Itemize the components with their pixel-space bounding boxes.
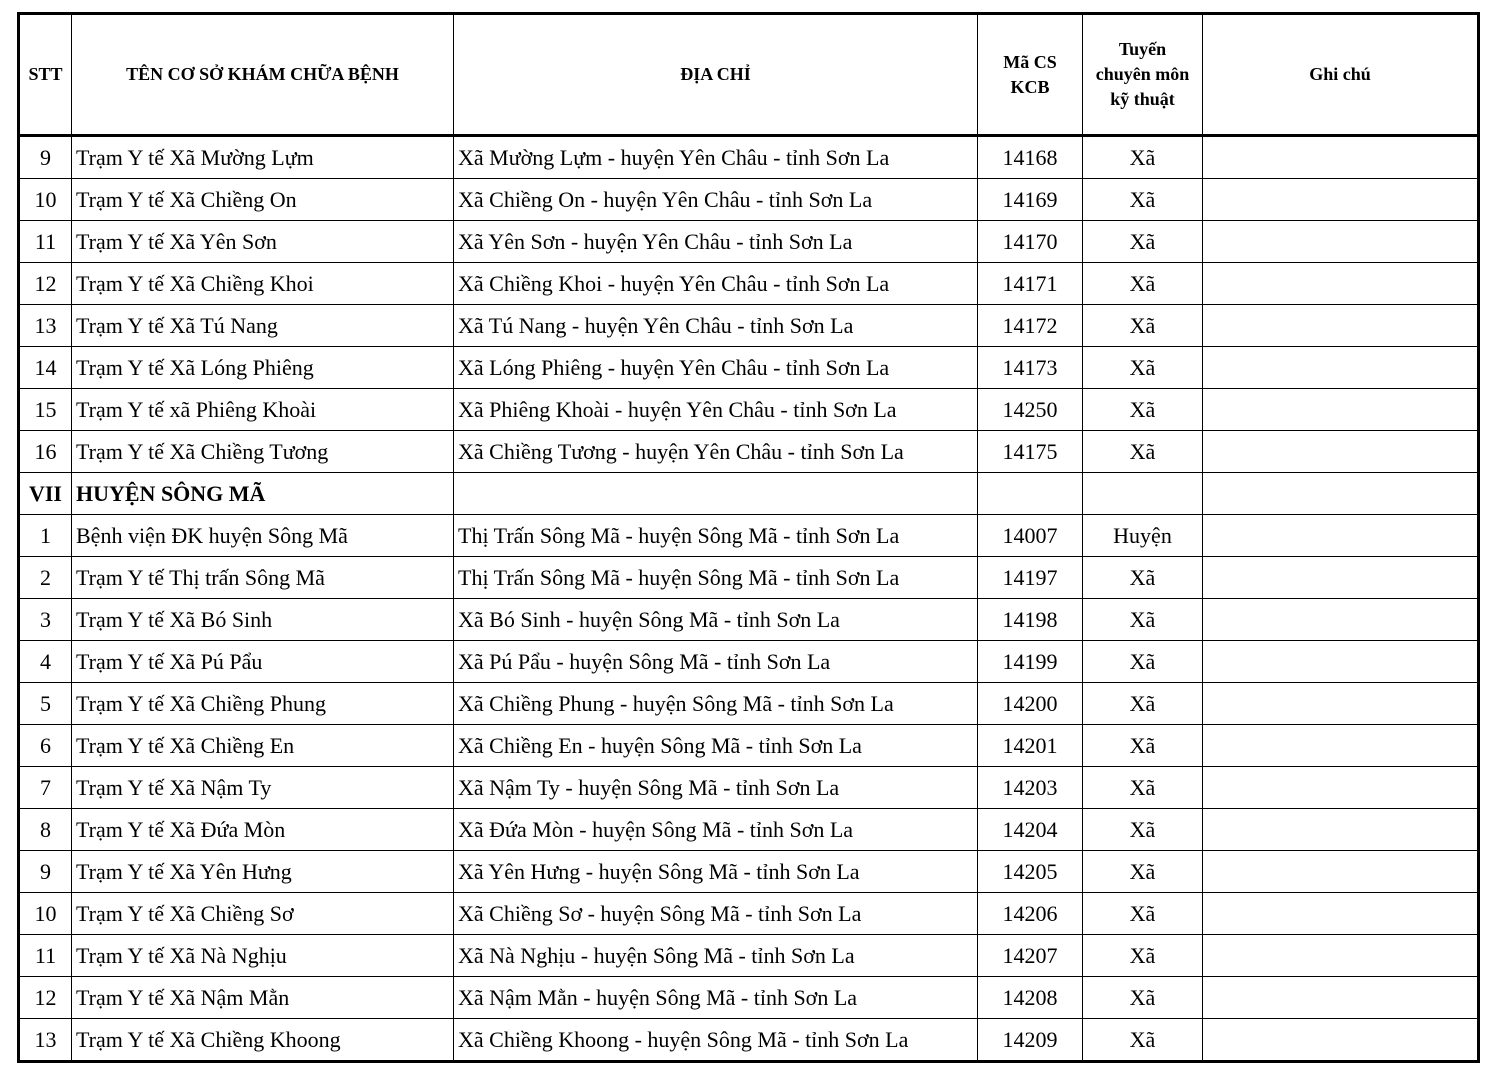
section-number: VII [19, 473, 72, 515]
row-address: Xã Mường Lựm - huyện Yên Châu - tỉnh Sơn La [454, 136, 978, 179]
row-level: Xã [1083, 599, 1203, 641]
header-level-line1: Tuyến [1118, 39, 1167, 59]
row-level: Xã [1083, 767, 1203, 809]
table-row [19, 557, 1479, 599]
row-facility-code: 14170 [978, 221, 1083, 263]
header-row [19, 14, 1479, 136]
table-header [19, 14, 1479, 136]
row-level: Xã [1083, 977, 1203, 1019]
table-row [19, 935, 1479, 977]
row-facility-name: Bệnh viện ĐK huyện Sông Mã [72, 515, 454, 557]
row-note [1203, 136, 1479, 179]
row-level: Xã [1083, 809, 1203, 851]
table-row [19, 263, 1479, 305]
row-address: Xã Chiềng Tương - huyện Yên Châu - tỉnh Sơn La [454, 431, 978, 473]
facilities-table [17, 12, 1480, 1063]
row-level: Xã [1083, 851, 1203, 893]
row-level: Xã [1083, 683, 1203, 725]
row-address: Xã Nậm Ty - huyện Sông Mã - tỉnh Sơn La [454, 767, 978, 809]
row-facility-name: Trạm Y tế Xã Pú Pẩu [72, 641, 454, 683]
row-note [1203, 599, 1479, 641]
row-facility-name: Trạm Y tế Xã Nậm Mằn [72, 977, 454, 1019]
row-address: Xã Bó Sinh - huyện Sông Mã - tỉnh Sơn La [454, 599, 978, 641]
row-address: Xã Chiềng Khoong - huyện Sông Mã - tỉnh Sơn La [454, 1019, 978, 1062]
row-level: Xã [1083, 557, 1203, 599]
row-level: Xã [1083, 893, 1203, 935]
header-code [978, 14, 1083, 136]
row-stt: 2 [19, 557, 72, 599]
table-body-yen-chau [19, 136, 1479, 473]
table-row [19, 1019, 1479, 1062]
row-facility-code: 14168 [978, 136, 1083, 179]
row-note [1203, 389, 1479, 431]
row-note [1203, 221, 1479, 263]
row-note [1203, 641, 1479, 683]
row-address: Xã Nà Nghịu - huyện Sông Mã - tỉnh Sơn La [454, 935, 978, 977]
row-facility-name: Trạm Y tế xã Phiêng Khoài [72, 389, 454, 431]
table-row [19, 179, 1479, 221]
row-note [1203, 347, 1479, 389]
row-facility-code: 14200 [978, 683, 1083, 725]
row-stt: 3 [19, 599, 72, 641]
row-level: Xã [1083, 725, 1203, 767]
row-note [1203, 557, 1479, 599]
row-facility-name: Trạm Y tế Xã Đứa Mòn [72, 809, 454, 851]
section-row [19, 473, 1479, 515]
row-facility-code: 14204 [978, 809, 1083, 851]
header-stt: STT [19, 14, 72, 136]
table-row [19, 683, 1479, 725]
section-code-cell [978, 473, 1083, 515]
row-level: Xã [1083, 179, 1203, 221]
row-stt: 4 [19, 641, 72, 683]
row-address: Xã Yên Sơn - huyện Yên Châu - tỉnh Sơn La [454, 221, 978, 263]
table-row [19, 599, 1479, 641]
row-facility-code: 14207 [978, 935, 1083, 977]
row-facility-name: Trạm Y tế Xã Chiềng On [72, 179, 454, 221]
row-level: Xã [1083, 136, 1203, 179]
row-facility-code: 14173 [978, 347, 1083, 389]
row-level: Xã [1083, 221, 1203, 263]
header-level-line2: chuyên môn [1095, 64, 1190, 84]
row-level: Xã [1083, 389, 1203, 431]
row-facility-name: Trạm Y tế Xã Nà Nghịu [72, 935, 454, 977]
row-note [1203, 263, 1479, 305]
row-facility-name: Trạm Y tế Xã Chiềng Sơ [72, 893, 454, 935]
row-stt: 7 [19, 767, 72, 809]
table-body-song-ma [19, 515, 1479, 1062]
row-address: Xã Yên Hưng - huyện Sông Mã - tỉnh Sơn La [454, 851, 978, 893]
header-address: ĐỊA CHỈ [454, 14, 978, 136]
row-facility-code: 14201 [978, 725, 1083, 767]
row-note [1203, 851, 1479, 893]
table-row [19, 725, 1479, 767]
row-facility-name: Trạm Y tế Thị trấn Sông Mã [72, 557, 454, 599]
row-facility-name: Trạm Y tế Xã Bó Sinh [72, 599, 454, 641]
row-address: Thị Trấn Sông Mã - huyện Sông Mã - tỉnh Sơn La [454, 515, 978, 557]
row-facility-name: Trạm Y tế Xã Chiềng En [72, 725, 454, 767]
row-address: Xã Phiêng Khoài - huyện Yên Châu - tỉnh Sơn La [454, 389, 978, 431]
row-facility-code: 14199 [978, 641, 1083, 683]
row-note [1203, 515, 1479, 557]
row-stt: 13 [19, 305, 72, 347]
row-level: Xã [1083, 431, 1203, 473]
row-address: Xã Chiềng Phung - huyện Sông Mã - tỉnh Sơn La [454, 683, 978, 725]
row-stt: 14 [19, 347, 72, 389]
header-code-line2: KCB [1010, 76, 1050, 97]
row-stt: 12 [19, 263, 72, 305]
row-facility-name: Trạm Y tế Xã Mường Lựm [72, 136, 454, 179]
row-address: Xã Chiềng Sơ - huyện Sông Mã - tỉnh Sơn La [454, 893, 978, 935]
header-note: Ghi chú [1203, 14, 1479, 136]
row-stt: 15 [19, 389, 72, 431]
row-stt: 12 [19, 977, 72, 1019]
row-address: Xã Tú Nang - huyện Yên Châu - tỉnh Sơn La [454, 305, 978, 347]
section-note-cell [1203, 473, 1479, 515]
table-body-section [19, 473, 1479, 515]
row-facility-code: 14172 [978, 305, 1083, 347]
row-facility-name: Trạm Y tế Xã Tú Nang [72, 305, 454, 347]
row-note [1203, 1019, 1479, 1062]
row-note [1203, 683, 1479, 725]
row-note [1203, 767, 1479, 809]
row-facility-code: 14250 [978, 389, 1083, 431]
header-code-line1: Mã CS [1003, 51, 1057, 72]
header-name: TÊN CƠ SỞ KHÁM CHỮA BỆNH [72, 14, 454, 136]
row-address: Xã Chiềng En - huyện Sông Mã - tỉnh Sơn La [454, 725, 978, 767]
row-facility-code: 14169 [978, 179, 1083, 221]
row-address: Xã Pú Pẩu - huyện Sông Mã - tỉnh Sơn La [454, 641, 978, 683]
row-facility-name: Trạm Y tế Xã Lóng Phiêng [72, 347, 454, 389]
row-stt: 9 [19, 136, 72, 179]
section-level-cell [1083, 473, 1203, 515]
table-row [19, 347, 1479, 389]
row-stt: 5 [19, 683, 72, 725]
row-facility-name: Trạm Y tế Xã Chiềng Khoi [72, 263, 454, 305]
row-facility-code: 14198 [978, 599, 1083, 641]
table-row [19, 977, 1479, 1019]
row-stt: 10 [19, 179, 72, 221]
table-row [19, 851, 1479, 893]
table-row [19, 767, 1479, 809]
row-address: Thị Trấn Sông Mã - huyện Sông Mã - tỉnh Sơn La [454, 557, 978, 599]
row-facility-name: Trạm Y tế Xã Yên Hưng [72, 851, 454, 893]
row-facility-name: Trạm Y tế Xã Chiềng Tương [72, 431, 454, 473]
row-facility-code: 14205 [978, 851, 1083, 893]
row-note [1203, 935, 1479, 977]
row-note [1203, 893, 1479, 935]
table-row [19, 809, 1479, 851]
row-address: Xã Lóng Phiêng - huyện Yên Châu - tỉnh Sơn La [454, 347, 978, 389]
table-row [19, 136, 1479, 179]
row-facility-name: Trạm Y tế Xã Chiềng Khoong [72, 1019, 454, 1062]
row-facility-name: Trạm Y tế Xã Chiềng Phung [72, 683, 454, 725]
row-facility-code: 14203 [978, 767, 1083, 809]
row-facility-code: 14209 [978, 1019, 1083, 1062]
table-row [19, 515, 1479, 557]
row-note [1203, 725, 1479, 767]
row-level: Huyện [1083, 515, 1203, 557]
row-note [1203, 809, 1479, 851]
header-level-line3: kỹ thuật [1110, 89, 1175, 109]
row-facility-name: Trạm Y tế Xã Nậm Ty [72, 767, 454, 809]
row-facility-code: 14175 [978, 431, 1083, 473]
row-stt: 8 [19, 809, 72, 851]
table-row [19, 221, 1479, 263]
table-row [19, 893, 1479, 935]
row-stt: 11 [19, 935, 72, 977]
row-stt: 6 [19, 725, 72, 767]
row-address: Xã Chiềng Khoi - huyện Yên Châu - tỉnh Sơn La [454, 263, 978, 305]
table-row [19, 641, 1479, 683]
row-address: Xã Đứa Mòn - huyện Sông Mã - tỉnh Sơn La [454, 809, 978, 851]
row-level: Xã [1083, 641, 1203, 683]
row-stt: 1 [19, 515, 72, 557]
row-address: Xã Chiềng On - huyện Yên Châu - tỉnh Sơn La [454, 179, 978, 221]
row-level: Xã [1083, 1019, 1203, 1062]
row-stt: 9 [19, 851, 72, 893]
row-address: Xã Nậm Mằn - huyện Sông Mã - tỉnh Sơn La [454, 977, 978, 1019]
row-level: Xã [1083, 263, 1203, 305]
row-facility-code: 14007 [978, 515, 1083, 557]
table-row [19, 431, 1479, 473]
table-row [19, 389, 1479, 431]
row-note [1203, 179, 1479, 221]
row-facility-code: 14197 [978, 557, 1083, 599]
row-stt: 16 [19, 431, 72, 473]
row-level: Xã [1083, 305, 1203, 347]
row-facility-name: Trạm Y tế Xã Yên Sơn [72, 221, 454, 263]
section-title: HUYỆN SÔNG MÃ [72, 473, 454, 515]
row-note [1203, 977, 1479, 1019]
header-level [1083, 14, 1203, 136]
table-row [19, 305, 1479, 347]
row-stt: 11 [19, 221, 72, 263]
row-level: Xã [1083, 935, 1203, 977]
row-level: Xã [1083, 347, 1203, 389]
section-address-cell [454, 473, 978, 515]
row-note [1203, 431, 1479, 473]
row-stt: 10 [19, 893, 72, 935]
row-facility-code: 14208 [978, 977, 1083, 1019]
row-note [1203, 305, 1479, 347]
row-stt: 13 [19, 1019, 72, 1062]
row-facility-code: 14206 [978, 893, 1083, 935]
row-facility-code: 14171 [978, 263, 1083, 305]
